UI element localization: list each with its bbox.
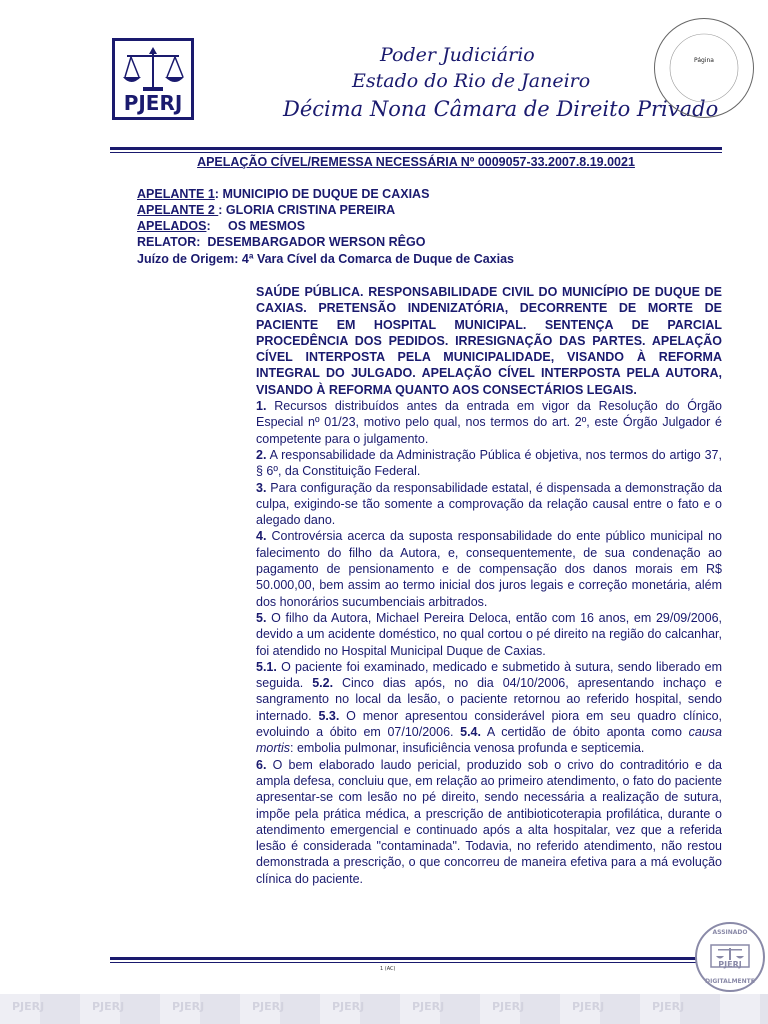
paragraph-text: A responsabilidade da Administração Pública é objetiva, nos termos do artigo 37, § 6º, da Constituição Federal. [256, 447, 722, 479]
paragraph-4 [256, 528, 722, 609]
party-value: MUNICIPIO DE DUQUE DE CAXIAS [222, 187, 430, 201]
paragraph-5-1 [256, 659, 722, 757]
party-sep: : [214, 187, 223, 201]
party-label: Juízo de Origem [137, 252, 235, 266]
header-rule-thick [110, 147, 722, 150]
party-rapporteur [137, 235, 425, 249]
court-seal [654, 18, 754, 118]
paragraph-number: 5.3. [318, 708, 340, 723]
paragraph-number: 5.2. [312, 676, 334, 691]
scales-of-justice-icon [121, 45, 185, 95]
ementa-text [256, 284, 722, 887]
party-value: GLORIA CRISTINA PEREIRA [225, 203, 396, 217]
watermark-band [0, 994, 768, 1024]
paragraph-text: Para configuração da responsabilidade estatal, é dispensada a demonstração da culpa, exigindo-se tão somente a comprovação da relação causal entre o fato e o alegado dano. [256, 480, 722, 528]
ementa-summary: SAÚDE PÚBLICA. RESPONSABILIDADE CIVIL DO MUNICÍPIO DE DUQUE DE CAXIAS. PRETENSÃO INDENIZATÓRIA, DECORRENTE DE MORTE DE PACIENTE EM HOSPITAL MUNICIPAL. SENTENÇA DE PARCIAL PROCEDÊNCIA DOS PEDIDOS. IRRESIGNAÇÃO DAS PARTES. APELAÇÃO CÍVEL INTERPOSTA PELA MUNICIPALIDADE, VISANDO À REFORMA INTEGRAL DO JULGADO. APELAÇÃO CÍVEL INTERPOSTA PELA AUTORA, VISANDO À REFORMA QUANTO AOS CONSECTÁRIOS LEGAIS. [256, 285, 722, 397]
paragraph-text: Controvérsia acerca da suposta responsabilidade do ente público municipal no falecimento do filho da Autora, e, consequentemente, de sua condenação ao pagamento de pensionamento e de compensação dos danos morais em R$ 50.000,00, bem assim ao termo inicial dos juros legais e correção monetária, além dos honorários sucumbenciais arbitrados. [256, 529, 722, 609]
paragraph-6 [256, 757, 722, 887]
seal-top-text: ASSINADO [712, 929, 748, 936]
party-label: APELANTE 1 [137, 187, 215, 201]
party-label: APELANTE 2 [137, 203, 219, 217]
seal-ring-icon [655, 19, 753, 117]
paragraph-text: Cinco dias após, no dia 04/10/2006, apresentando inchaço e sangramento no local da lesão, o paciente retornou ao referido hospital, sendo internado. [256, 676, 723, 723]
watermark-text: PJERJ [572, 1000, 605, 1013]
footer-rule-thick [110, 957, 722, 960]
watermark-text: PJERJ [652, 1000, 685, 1013]
header-line-3: Décima Nona Câmara de Direito Privado [283, 97, 719, 121]
party-appellant-1 [137, 187, 429, 201]
party-appellant-2 [137, 203, 395, 217]
party-sep: : [206, 219, 228, 233]
paragraph-number: 5.1. [256, 659, 277, 674]
footer-rule-thin [110, 962, 722, 963]
paragraph-text: O filho da Autora, Michael Pereira Deloca, então com 16 anos, em 29/09/2006, devido a um acidente doméstico, no qual cortou o pé direito na região do calcanhar, foi atendido no Hospital Municipal Duque de Caxias. [256, 610, 722, 658]
party-label: APELADOS [137, 219, 207, 233]
logo-text: PJERJ [123, 91, 183, 115]
paragraph-5 [256, 610, 722, 659]
watermark-text: PJERJ [412, 1000, 445, 1013]
paragraph-italic: causa mortis [256, 725, 722, 756]
paragraph-1 [256, 398, 722, 447]
party-label: RELATOR [137, 235, 197, 249]
party-sep: : [218, 203, 226, 217]
paragraph-text: Recursos distribuídos antes da entrada em vigor da Resolução do Órgão Especial nº 01/23, motivo pelo qual, nos termos do art. 2º, este Órgão Julgador é competente para o julgamento. [256, 399, 722, 446]
paragraph-number: 5. [256, 610, 267, 625]
party-sep: : [234, 252, 242, 266]
pjerj-logo [112, 38, 194, 120]
paragraph-text: O paciente foi examinado, medicado e submetido à sutura, sendo liberado em seguida. [256, 659, 722, 691]
party-appellees [137, 219, 305, 233]
party-sep: : [196, 235, 208, 249]
seal-page-label: Página [694, 57, 714, 64]
watermark-text: PJERJ [12, 1000, 45, 1013]
paragraph-3 [256, 480, 722, 529]
case-title: APELAÇÃO CÍVEL/REMESSA NECESSÁRIA Nº 0009057-33.2007.8.19.0021 [197, 155, 635, 169]
header-line-2: Estado do Rio de Janeiro [352, 70, 591, 92]
party-value: 4ª Vara Cível da Comarca de Duque de Caxias [241, 252, 514, 266]
header-line-1: Poder Judiciário [380, 44, 535, 66]
paragraph-number: 6. [256, 757, 267, 772]
paragraph-text: O menor apresentou considerável piora em seu quadro clínico, evoluindo a óbito em 07/10/2006. [256, 708, 722, 740]
watermark-text: PJERJ [92, 1000, 125, 1013]
seal-logo-text: PJERJ [718, 960, 742, 969]
watermark-text: PJERJ [252, 1000, 285, 1013]
paragraph-text: A certidão de óbito aponta como [480, 725, 689, 740]
paragraph-number: 3. [256, 480, 267, 495]
digital-signature-seal [695, 922, 765, 992]
paragraph-text: O bem elaborado laudo pericial, produzido sob o crivo do contraditório e da ampla defesa, concluiu que, em relação ao primeiro atendimento, o fato do paciente apresentar-se com lesão no pé direito, sendo necessária a realização de sutura, impõe pela prática médica, a prescrição de antibioticoterapia profilática, durante o atendimento emergencial e continuado após a alta hospitalar, vez que a referida lesão é considerada "contaminada". Todavia, no referido atendimento, não restou demonstrada a prescrição, o que concorreu de maneira efetiva para a má evolução clínica do paciente. [256, 757, 722, 886]
paragraph-2 [256, 447, 722, 480]
watermark-text: PJERJ [332, 1000, 365, 1013]
page-number: 1 (AC) [380, 966, 396, 972]
seal-bottom-text: DIGITALMENTE [705, 978, 755, 985]
paragraph-number: 4. [256, 529, 267, 544]
paragraph-number: 2. [256, 447, 267, 462]
party-origin-court [137, 252, 514, 266]
party-value: DESEMBARGADOR WERSON RÊGO [207, 235, 426, 249]
watermark-text: PJERJ [492, 1000, 525, 1013]
paragraph-number: 5.4. [460, 725, 481, 740]
header-rule-thin [110, 152, 722, 153]
party-value: OS MESMOS [227, 219, 306, 233]
paragraph-number: 1. [256, 399, 267, 414]
paragraph-text: : embolia pulmonar, insuficiência venosa profunda e septicemia. [290, 741, 645, 756]
watermark-text: PJERJ [172, 1000, 205, 1013]
